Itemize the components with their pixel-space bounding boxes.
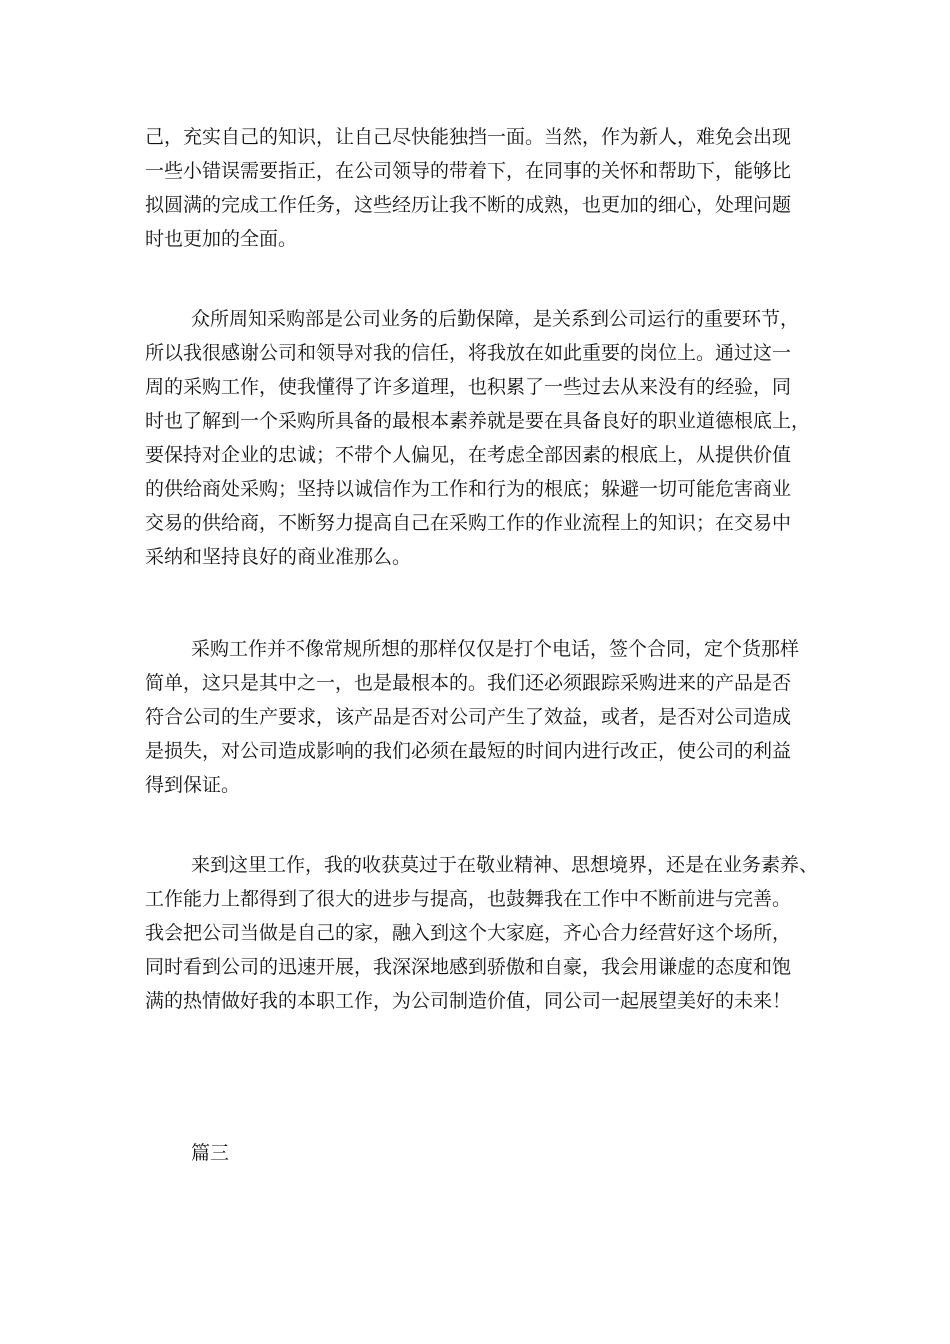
paragraph-procurement-role (145, 302, 825, 574)
paragraph-continuation (145, 120, 825, 256)
text-line: 拟圆满的完成工作任务，这些经历让我不断的成熟，也更加的细心，处理问题 (145, 194, 792, 216)
section-heading: 篇三 (191, 1142, 230, 1164)
text-line: 得到保证。 (145, 774, 241, 796)
text-line: 所以我很感谢公司和领导对我的信任，将我放在如此重要的岗位上。通过这一 (145, 342, 792, 364)
paragraph-procurement-work (145, 632, 825, 802)
text-line: 同时看到公司的迅速开展，我深深地感到骄傲和自豪，我会用谦虚的态度和饱 (145, 956, 792, 978)
text-line: 交易的供给商，不断努力提高自己在采购工作的作业流程上的知识；在交易中 (145, 512, 792, 534)
text-line: 简单，这只是其中之一，也是最根本的。我们还必须跟踪采购进来的产品是否 (145, 672, 792, 694)
paragraph-conclusion (145, 848, 825, 1018)
text-line: 一些小错误需要指正，在公司领导的带着下，在同事的关怀和帮助下，能够比 (145, 160, 792, 182)
text-line: 众所周知采购部是公司业务的后勤保障，是关系到公司运行的重要环节， (191, 308, 800, 330)
text-line: 来到这里工作，我的收获莫过于在敬业精神、思想境界，还是在业务素养、 (191, 854, 819, 876)
text-line: 时也了解到一个采购所具备的最根本素养就是要在具备良好的职业道德根底上， (145, 410, 811, 432)
text-line: 采购工作并不像常规所想的那样仅仅是打个电话，签个合同，定个货那样 (191, 638, 800, 660)
text-line: 己，充实自己的知识，让自己尽快能独挡一面。当然，作为新人，难免会出现 (145, 126, 792, 148)
text-line: 符合公司的生产要求，该产品是否对公司产生了效益，或者，是否对公司造成 (145, 706, 792, 728)
text-line: 采纳和坚持良好的商业准那么。 (145, 546, 412, 568)
text-line: 满的热情做好我的本职工作，为公司制造价值，同公司一起展望美好的未来！ (145, 990, 792, 1012)
text-line: 周的采购工作，使我懂得了许多道理，也积累了一些过去从来没有的经验，同 (145, 376, 792, 398)
text-line: 是损失，对公司造成影响的我们必须在最短的时间内进行改正，使公司的利益 (145, 740, 792, 762)
text-line: 工作能力上都得到了很大的进步与提高，也鼓舞我在工作中不断前进与完善。 (145, 888, 792, 910)
text-line: 时也更加的全面。 (145, 228, 298, 250)
text-line: 我会把公司当做是自己的家，融入到这个大家庭，齐心合力经营好这个场所， (145, 922, 792, 944)
text-line: 要保持对企业的忠诚；不带个人偏见，在考虑全部因素的根底上，从提供价值 (145, 444, 792, 466)
text-line: 的供给商处采购；坚持以诚信作为工作和行为的根底；躲避一切可能危害商业 (145, 478, 792, 500)
